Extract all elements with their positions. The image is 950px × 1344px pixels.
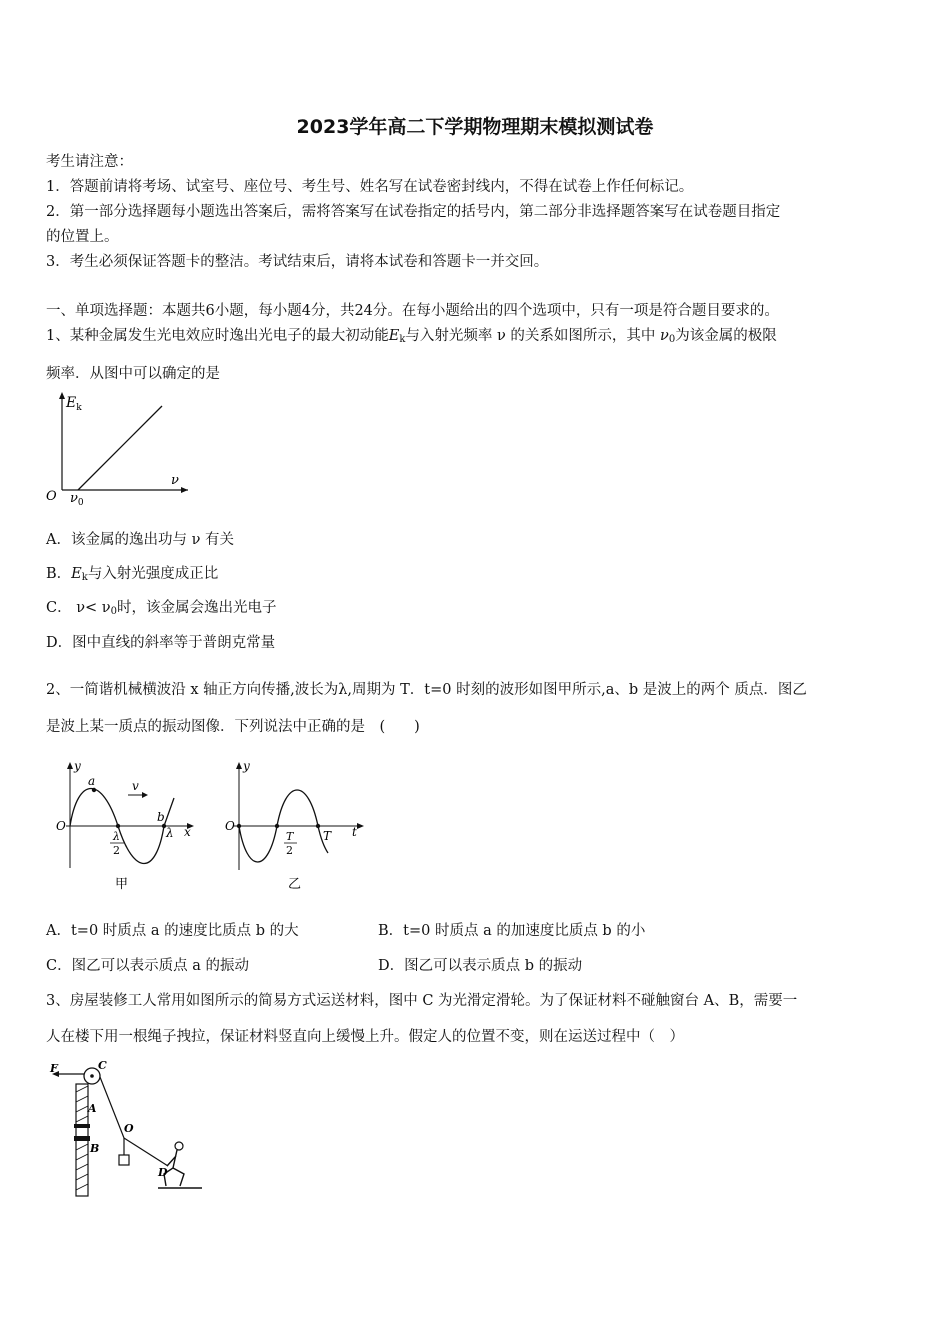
rope-co: [100, 1077, 124, 1138]
y-axis-label: y: [243, 759, 250, 773]
q3-pulley-diagram: [46, 1060, 206, 1200]
y-axis-arrow-icon: [59, 392, 65, 399]
q1-option-b: B．$E_k$与入射光强度成正比: [46, 566, 219, 583]
sill-b: [74, 1136, 90, 1141]
q1-stem-line2: 频率．从图中可以确定的是: [46, 366, 220, 382]
q1-ek-nu-graph: [42, 388, 192, 506]
half-lambda-num: λ: [113, 830, 120, 843]
page-title: 2023学年高二下学期物理期末模拟测试卷: [296, 116, 654, 138]
half-period-den: 2: [286, 844, 293, 857]
velocity-arrow-icon: [142, 792, 148, 798]
label-a: A: [88, 1102, 97, 1115]
notice-item-2: 2．第一部分选择题每小题选出答案后，需将答案写在试卷指定的括号内，第二部分非选择题答案写在试卷题目指定: [46, 204, 781, 220]
x-axis-arrow-icon: [181, 487, 188, 493]
point-half-period: [275, 824, 279, 828]
q1-option-d: D．图中直线的斜率等于普朗克常量: [46, 635, 276, 651]
notice-item-3: 3．考生必须保证答题卡的整洁。考试结束后，请将本试卷和答题卡一并交回。: [46, 254, 549, 270]
label-b: B: [90, 1142, 100, 1155]
notice-heading: 考生请注意：: [46, 154, 133, 170]
origin-label: O: [46, 489, 57, 504]
point-a-label: a: [88, 774, 96, 788]
half-period-num: T: [286, 830, 294, 843]
origin-label: O: [225, 819, 235, 833]
velocity-label: v: [132, 779, 139, 793]
q2-option-c: C．图乙可以表示质点 a 的振动: [46, 958, 249, 974]
pulley-axle: [90, 1074, 94, 1078]
material-box: [119, 1155, 129, 1165]
q2-stem-line2: 是波上某一质点的振动图像．下列说法中正确的是 ( ): [46, 719, 420, 735]
q2-option-a: A．t=0 时质点 a 的速度比质点 b 的大: [46, 923, 299, 939]
point-origin: [237, 824, 241, 828]
half-lambda-den: 2: [113, 844, 120, 857]
q2-wave-graph-jia: [52, 758, 197, 894]
label-o: O: [124, 1122, 134, 1135]
label-c: C: [98, 1060, 107, 1072]
y-axis-arrow-icon: [236, 762, 242, 769]
x-axis-label: ν: [171, 473, 179, 488]
x-axis-label: x: [184, 825, 191, 839]
label-d: D: [158, 1166, 168, 1179]
q3-stem-line1: 3、房屋装修工人常用如图所示的简易方式运送材料，图中 C 为光滑定滑轮。为了保证材料不碰触窗台 A、B，需要一: [46, 993, 798, 1009]
section-heading: 一、单项选择题：本题共6小题，每小题4分，共24分。在每小题给出的四个选项中，只有一项是符合题目要求的。: [46, 303, 779, 319]
label-f: F: [50, 1062, 58, 1075]
y-axis-label: y: [74, 759, 81, 773]
q2-vibration-graph-yi: [222, 758, 367, 894]
q1-option-c: C． $\nu< \nu_0$时，该金属会逸出光电子: [46, 600, 277, 617]
origin-label: O: [56, 819, 66, 833]
rope-od: [124, 1138, 168, 1166]
nu0-label: $\nu_0$: [70, 491, 84, 506]
q2-stem-line1: 2、一简谐机械横波沿 x 轴正方向传播,波长为λ,周期为 T．t=0 时刻的波形如图甲所示,a、b 是波上的两个 质点．图乙: [46, 682, 807, 698]
notice-item-1: 1．答题前请将考场、试室号、座位号、考生号、姓名写在试卷密封线内，不得在试卷上作任何标记。: [46, 179, 694, 195]
person-head: [175, 1142, 183, 1150]
q3-stem-line2: 人在楼下用一根绳子拽拉，保证材料竖直向上缓慢上升。假定人的位置不变，则在运送过程中（ ）: [46, 1029, 684, 1045]
lambda-label: λ: [166, 826, 174, 840]
point-a: [92, 788, 96, 792]
ek-line: [78, 406, 162, 490]
point-half-lambda: [116, 824, 120, 828]
point-period: [316, 824, 320, 828]
period-label: T: [323, 829, 332, 843]
point-b-label: b: [157, 810, 165, 824]
q1-stem-line1: 1、某种金属发生光电效应时逸出光电子的最大初动能$E_k$与入射光频率 ν 的关系如图所示，其中 $\nu_0$为该金属的极限: [46, 328, 777, 345]
y-axis-arrow-icon: [67, 762, 73, 769]
caption-yi: 乙: [288, 877, 302, 892]
q1-option-a: A．该金属的逸出功与 ν 有关: [46, 532, 235, 548]
caption-jia: 甲: [115, 877, 129, 892]
q2-option-b: B．t=0 时质点 a 的加速度比质点 b 的小: [378, 923, 646, 939]
y-axis-label: $E_k$: [66, 395, 82, 413]
sill-a: [74, 1124, 90, 1128]
q2-option-d: D．图乙可以表示质点 b 的振动: [378, 958, 583, 974]
t-axis-arrow-icon: [357, 823, 364, 829]
notice-item-2-cont: 的位置上。: [46, 229, 119, 245]
t-axis-label: t: [352, 825, 357, 839]
